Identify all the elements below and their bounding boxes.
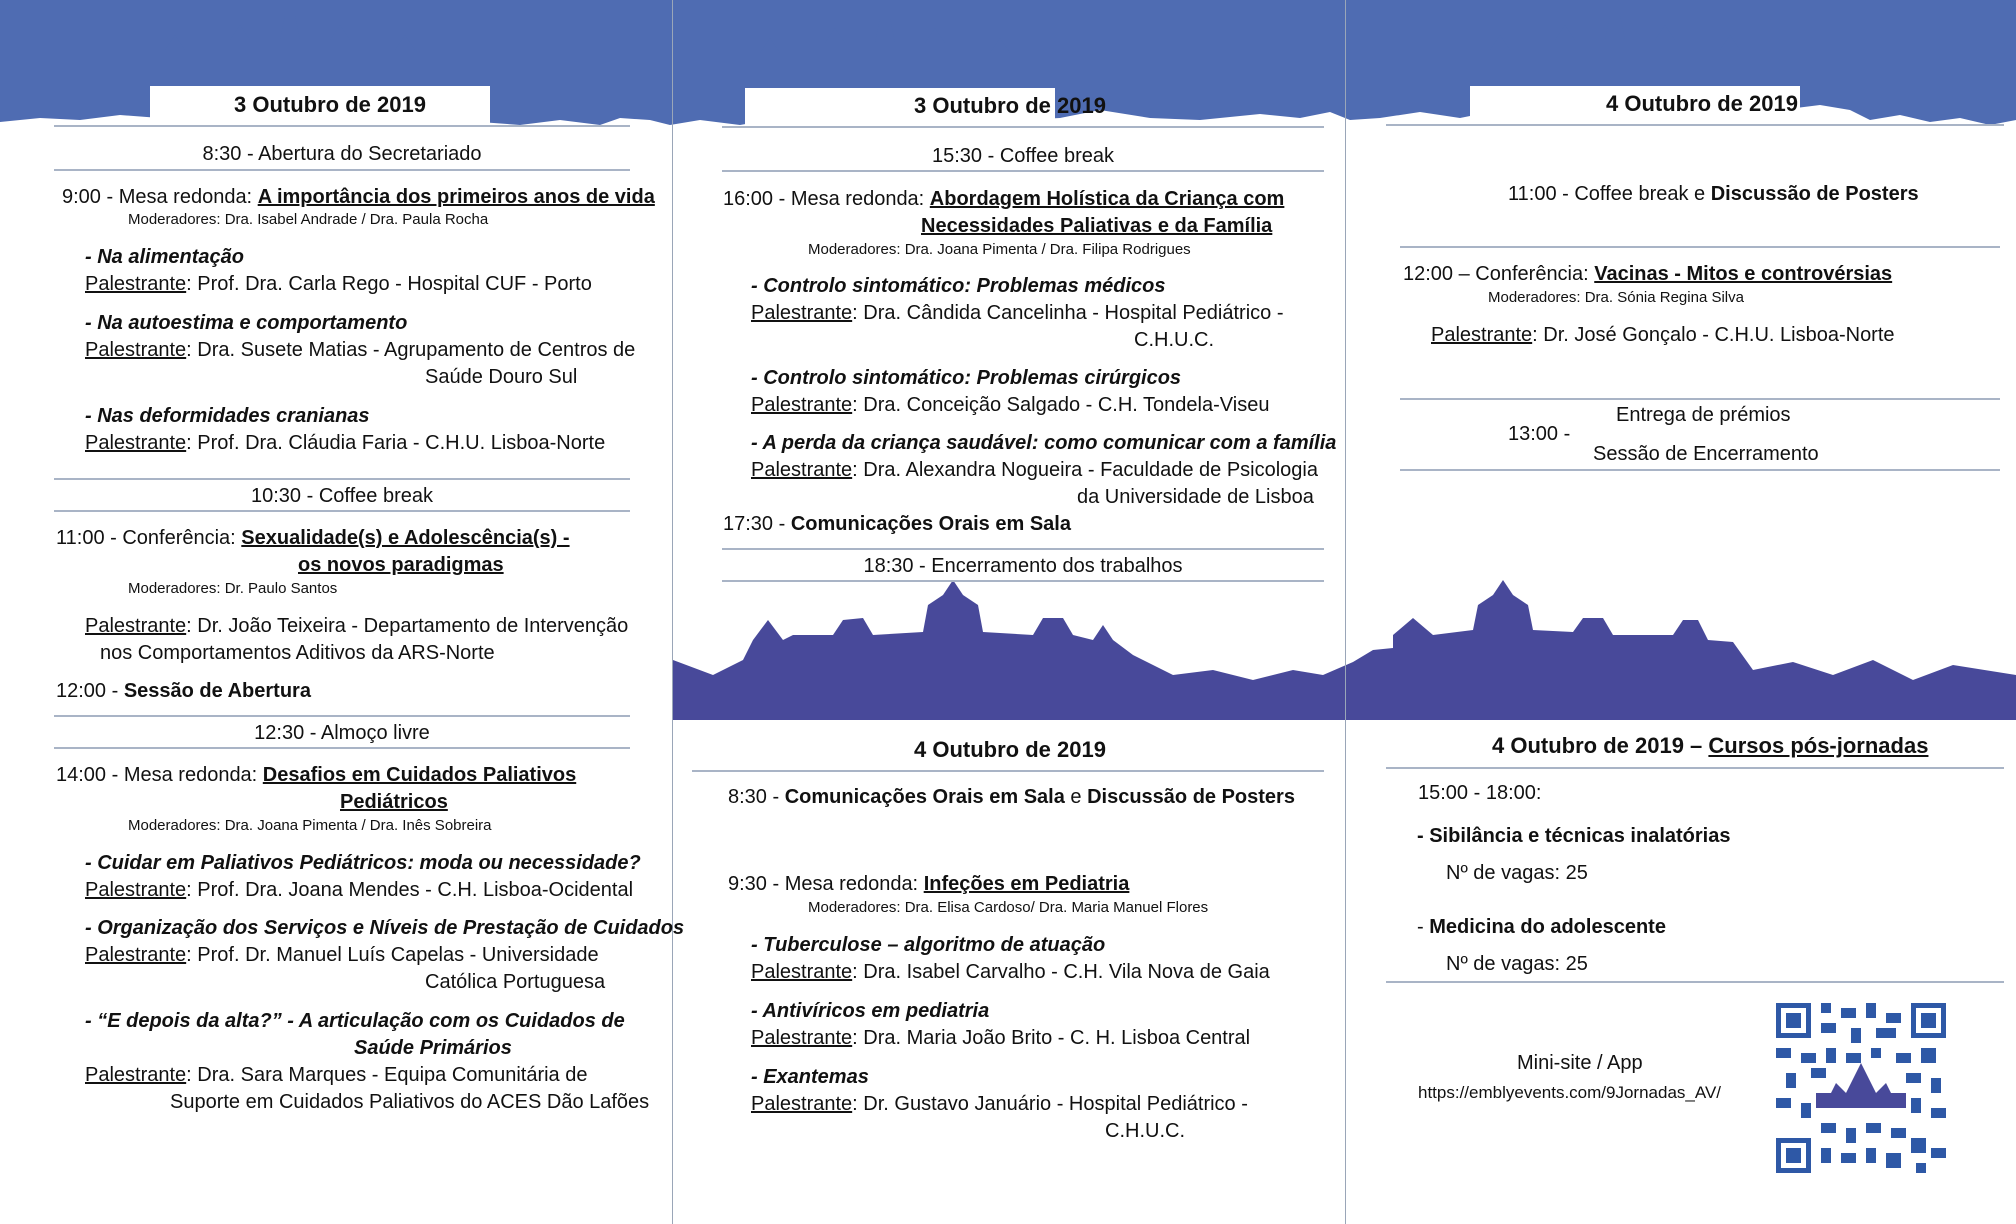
qr-code-icon[interactable] [1776,1003,1946,1173]
col1-topic2: - Na autoestima e comportamento [85,312,408,334]
col2-session4: 9:30 - Mesa redonda: Infeções em Pediatria [728,873,1130,895]
col1-day-header: 3 Outubro de 2019 [234,92,426,117]
col3-session2: 12:00 – Conferência: Vacinas - Mitos e controvérsias [1403,263,1893,285]
col1-speaker1: Palestrante: Prof. Dra. Carla Rego - Hospital CUF - Porto [85,273,592,295]
col2-session1-title-cont: Necessidades Paliativas e da Família [921,215,1273,237]
col1-speaker5: Palestrante: Prof. Dra. Joana Mendes - C.H. Lisboa-Ocidental [85,879,634,901]
col3-session3-awards: Entrega de prémios [1616,404,1791,426]
col2-speaker6: Palestrante: Dr. Gustavo Januário - Hospital Pediátrico - [751,1093,1248,1115]
col1-session1-moderators: Moderadores: Dra. Isabel Andrade / Dra. Paula Rocha [128,211,489,228]
col3-session1: 11:00 - Coffee break e Discussão de Posters [1508,183,1919,205]
col2-speaker5: Palestrante: Dra. Maria João Brito - C. H. Lisboa Central [751,1027,1251,1049]
col1-coffee-break: 10:30 - Coffee break [251,485,433,507]
col3-course1: - Sibilância e técnicas inalatórias [1417,825,1731,847]
col3-course2: - Medicina do adolescente [1417,916,1666,938]
col2-topic1: - Controlo sintomático: Problemas médicos [751,275,1166,297]
col2-session2: 17:30 - Comunicações Orais em Sala [723,513,1071,535]
col2-speaker1-cont: C.H.U.C. [1134,329,1214,351]
col3-url-link[interactable]: https://emblyevents.com/9Jornadas_AV/ [1418,1083,1722,1102]
col1-session3: 12:00 - Sessão de Abertura [56,680,311,702]
col2-speaker3: Palestrante: Dra. Alexandra Nogueira - Faculdade de Psicologia [751,459,1318,481]
col1-speaker6: Palestrante: Prof. Dr. Manuel Luís Capelas - Universidade [85,944,599,966]
col1-speaker7: Palestrante: Dra. Sara Marques - Equipa Comunitária de [85,1064,588,1086]
col2-speaker6-cont: C.H.U.C. [1105,1120,1185,1142]
col2-topic3: - A perda da criança saudável: como comunicar com a família [751,432,1337,454]
col1-topic5: - Organização dos Serviços e Níveis de Prestação de Cuidados [85,917,685,939]
col3-session2-moderators: Moderadores: Dra. Sónia Regina Silva [1488,289,1744,306]
col1-speaker2-cont: Saúde Douro Sul [425,366,578,388]
col2-topic4: - Tuberculose – algoritmo de atuação [751,934,1106,956]
col2-session3: 8:30 - Comunicações Orais em Sala e Discussão de Posters [728,786,1295,808]
col2-session1: 16:00 - Mesa redonda: Abordagem Holística da Criança com [723,188,1285,210]
col3-course2-vagas: Nº de vagas: 25 [1446,953,1588,975]
col1-session2-title-cont: os novos paradigmas [298,554,504,576]
col1-speaker2: Palestrante: Dra. Susete Matias - Agrupamento de Centros de [85,339,636,361]
col1-speaker4: Palestrante: Dr. João Teixeira - Departamento de Intervenção [85,615,629,637]
col1-topic6-cont: Saúde Primários [354,1037,512,1059]
col2-speaker2: Palestrante: Dra. Conceição Salgado - C.H. Tondela-Viseu [751,394,1270,416]
col2-speaker1: Palestrante: Dra. Cândida Cancelinha - Hospital Pediátrico - [751,302,1284,324]
col1-speaker3: Palestrante: Prof. Dra. Cláudia Faria - C.H.U. Lisboa-Norte [85,432,606,454]
col2-session1-moderators: Moderadores: Dra. Joana Pimenta / Dra. Filipa Rodrigues [808,241,1191,258]
col2-closing: 18:30 - Encerramento dos trabalhos [863,555,1183,577]
col3-courses-header: 4 Outubro de 2019 – Cursos pós-jornadas [1492,733,1929,758]
col2-day-header: 3 Outubro de 2019 [914,93,1106,118]
col3-speaker1: Palestrante: Dr. José Gonçalo - C.H.U. Lisboa-Norte [1431,324,1895,346]
col2-topic5: - Antivíricos em pediatria [751,1000,990,1022]
col1-topic6: - “E depois da alta?” - A articulação com os Cuidados de [85,1010,625,1032]
col1-session2: 11:00 - Conferência: Sexualidade(s) e Adolescência(s) - [56,527,570,549]
col2-topic6: - Exantemas [751,1066,869,1088]
col1-session1: 9:00 - Mesa redonda: A importância dos primeiros anos de vida [62,186,655,208]
col1-lunch: 12:30 - Almoço livre [254,722,430,744]
col3-course1-vagas: Nº de vagas: 25 [1446,862,1588,884]
col1-speaker6-cont: Católica Portuguesa [425,971,606,993]
col1-speaker4-cont: nos Comportamentos Aditivos da ARS-Norte [100,642,495,664]
col1-topic3: - Nas deformidades cranianas [85,405,370,427]
col2-day2-header: 4 Outubro de 2019 [914,737,1106,762]
col3-hours: 15:00 - 18:00: [1418,782,1542,804]
col1-session4-moderators: Moderadores: Dra. Joana Pimenta / Dra. Inês Sobreira [128,817,492,834]
col1-topic1: - Na alimentação [85,246,244,268]
col2-coffee-break: 15:30 - Coffee break [932,145,1114,167]
col2-session4-moderators: Moderadores: Dra. Elisa Cardoso/ Dra. Maria Manuel Flores [808,899,1209,916]
col1-session2-moderators: Moderadores: Dr. Paulo Santos [128,580,338,597]
col3-day-header: 4 Outubro de 2019 [1606,91,1798,116]
col3-session3-closing: Sessão de Encerramento [1593,443,1819,465]
col2-speaker3-cont: da Universidade de Lisboa [1077,486,1314,508]
col1-speaker7-cont: Suporte em Cuidados Paliativos do ACES Dão Lafões [170,1091,650,1113]
col3-mini-site-label: Mini-site / App [1517,1052,1643,1074]
col2-topic2: - Controlo sintomático: Problemas cirúrgicos [751,367,1182,389]
col3-session3-time: 13:00 - [1508,423,1571,445]
col1-session4: 14:00 - Mesa redonda: Desafios em Cuidados Paliativos [56,764,577,786]
col2-speaker4: Palestrante: Dra. Isabel Carvalho - C.H. Vila Nova de Gaia [751,961,1270,983]
col1-session4-title-cont: Pediátricos [340,791,448,813]
col1-topic4: - Cuidar em Paliativos Pediátricos: moda ou necessidade? [85,852,641,874]
col1-opening: 8:30 - Abertura do Secretariado [202,143,482,165]
